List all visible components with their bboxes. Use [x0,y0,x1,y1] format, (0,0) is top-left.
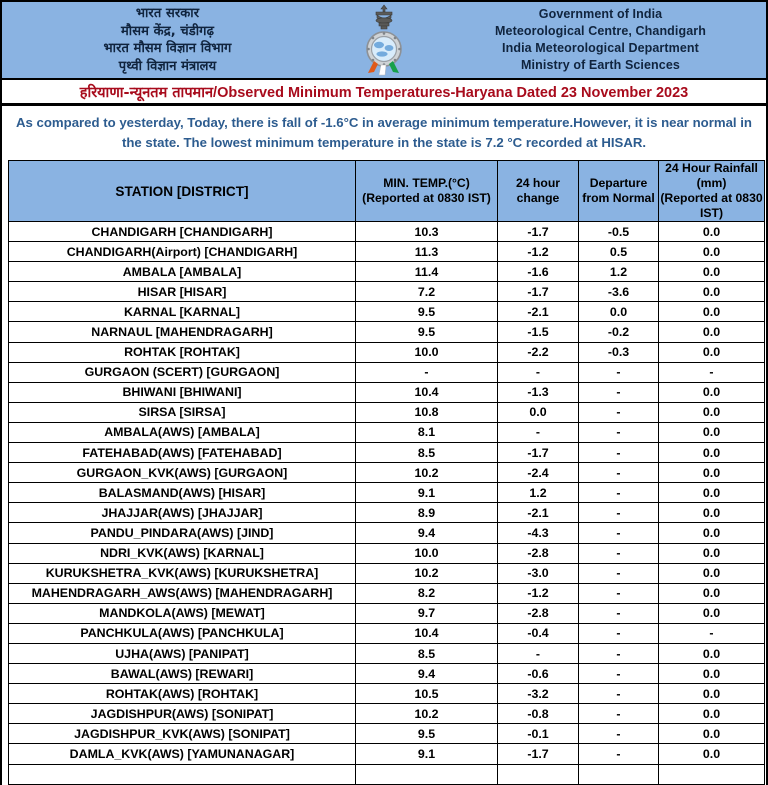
table-row [9,402,765,422]
cell-station: ROHTAK [ROHTAK] [9,342,356,362]
cell-station: UJHA(AWS) [PANIPAT] [9,643,356,663]
cell-24h-change: -1.7 [498,222,579,242]
cell-min-temp: 10.4 [356,623,498,643]
cell-24h-change: -2.8 [498,603,579,623]
column-header-rainfall-line1: 24 Hour Rainfall (mm) [665,161,758,190]
summary-text: As compared to yesterday, Today, there is fall of -1.6°C in average minimum temperature.However, it is near normal in the state. The lowest minimum temperature in the state is 7.2 °C recorded at HISAR. [16,115,752,150]
table-row [9,543,765,563]
cell-min-temp [356,764,498,784]
page-title [80,82,688,102]
column-header-min-temp [356,161,498,222]
cell-min-temp: 8.9 [356,503,498,523]
cell-station: ROHTAK(AWS) [ROHTAK] [9,684,356,704]
cell-24h-change: -4.3 [498,523,579,543]
cell-24h-change: -3.0 [498,563,579,583]
emblem-container [329,3,439,77]
cell-rainfall: 0.0 [659,242,765,262]
column-header-min-temp-line1: MIN. TEMP.(°C) [383,176,470,190]
cell-24h-change: 1.2 [498,483,579,503]
cell-rainfall: 0.0 [659,443,765,463]
column-header-min-temp-line2: (Reported at 0830 IST) [362,191,491,205]
cell-station: AMBALA(AWS) [AMBALA] [9,422,356,442]
cell-min-temp: 10.5 [356,684,498,704]
cell-rainfall [659,764,765,784]
cell-departure: - [579,724,659,744]
cell-departure: - [579,543,659,563]
cell-min-temp: 10.4 [356,382,498,402]
cell-rainfall: 0.0 [659,704,765,724]
cell-departure: -0.5 [579,222,659,242]
cell-rainfall: 0.0 [659,603,765,623]
table-row [9,262,765,282]
cell-departure: 0.0 [579,302,659,322]
cell-rainfall: 0.0 [659,483,765,503]
cell-departure: - [579,422,659,442]
cell-min-temp: 10.3 [356,222,498,242]
cell-24h-change: -2.1 [498,503,579,523]
table-header-row [9,161,765,222]
cell-min-temp: 8.2 [356,583,498,603]
cell-rainfall: 0.0 [659,262,765,282]
column-header-24h-change-line2: change [516,191,560,205]
column-header-24h-change-line1: 24 hour [515,176,561,190]
cell-min-temp: 9.1 [356,744,498,764]
cell-min-temp: 10.0 [356,543,498,563]
cell-rainfall: 0.0 [659,503,765,523]
masthead-english-line-3: India Meteorological Department [502,41,699,55]
cell-station: MANDKOLA(AWS) [MEWAT] [9,603,356,623]
table-row [9,222,765,242]
column-header-departure [579,161,659,222]
cell-departure: - [579,523,659,543]
cell-24h-change: -1.6 [498,262,579,282]
cell-rainfall: 0.0 [659,282,765,302]
page-title-english: Observed Minimum Temperatures-Haryana Dated 23 November 2023 [217,84,689,101]
cell-min-temp: - [356,362,498,382]
cell-departure: - [579,503,659,523]
column-header-24h-change [498,161,579,222]
cell-24h-change: -1.7 [498,443,579,463]
cell-24h-change: -0.4 [498,623,579,643]
cell-departure: - [579,603,659,623]
table-row [9,282,765,302]
cell-departure: - [579,463,659,483]
cell-min-temp: 9.4 [356,523,498,543]
table-row [9,382,765,402]
cell-departure: - [579,563,659,583]
cell-rainfall: 0.0 [659,543,765,563]
cell-min-temp: 10.2 [356,704,498,724]
masthead-hindi-line-1: भारत सरकार [135,6,200,21]
cell-departure: - [579,664,659,684]
cell-min-temp: 9.5 [356,302,498,322]
masthead-english-line-4: Ministry of Earth Sciences [521,58,680,72]
cell-rainfall: 0.0 [659,342,765,362]
table-row [9,684,765,704]
cell-min-temp: 9.4 [356,664,498,684]
table-row [9,322,765,342]
cell-station: PANCHKULA(AWS) [PANCHKULA] [9,623,356,643]
cell-station: DAMLA_KVK(AWS) [YAMUNANAGAR] [9,744,356,764]
cell-station: AMBALA [AMBALA] [9,262,356,282]
cell-rainfall: 0.0 [659,664,765,684]
cell-departure: -0.3 [579,342,659,362]
masthead-english-line-2: Meteorological Centre, Chandigarh [495,24,706,38]
masthead-hindi-block [6,5,329,75]
cell-rainfall: 0.0 [659,684,765,704]
page-title-hindi: हरियाणा-न्यूनतम तापमान [79,84,214,101]
table-row [9,744,765,764]
cell-station: FATEHABAD(AWS) [FATEHABAD] [9,443,356,463]
table-row [9,623,765,643]
cell-station: HISAR [HISAR] [9,282,356,302]
cell-rainfall: 0.0 [659,322,765,342]
cell-24h-change: -1.7 [498,744,579,764]
cell-min-temp: 10.2 [356,563,498,583]
table-row [9,664,765,684]
cell-24h-change: - [498,422,579,442]
cell-24h-change: 0.0 [498,402,579,422]
cell-24h-change: -1.2 [498,583,579,603]
cell-min-temp: 10.8 [356,402,498,422]
cell-24h-change: - [498,643,579,663]
table-row [9,643,765,663]
cell-station: JHAJJAR(AWS) [JHAJJAR] [9,503,356,523]
cell-station: KARNAL [KARNAL] [9,302,356,322]
cell-rainfall: 0.0 [659,724,765,744]
cell-rainfall: 0.0 [659,744,765,764]
cell-station: GURGAON (SCERT) [GURGAON] [9,362,356,382]
cell-station [9,764,356,784]
cell-rainfall: 0.0 [659,402,765,422]
cell-departure: - [579,643,659,663]
cell-24h-change: -2.4 [498,463,579,483]
cell-24h-change: -1.3 [498,382,579,402]
cell-min-temp: 9.7 [356,603,498,623]
table-row [9,302,765,322]
cell-station: NDRI_KVK(AWS) [KARNAL] [9,543,356,563]
cell-station: MAHENDRAGARH_AWS(AWS) [MAHENDRAGARH] [9,583,356,603]
cell-24h-change: -1.7 [498,282,579,302]
cell-rainfall: 0.0 [659,643,765,663]
cell-24h-change: -3.2 [498,684,579,704]
summary-section [0,106,768,160]
table-row [9,443,765,463]
cell-departure: - [579,362,659,382]
cell-24h-change: -0.6 [498,664,579,684]
column-header-rainfall-line2: (Reported at 0830 IST) [660,191,763,220]
cell-min-temp: 9.1 [356,483,498,503]
column-header-station-line1: STATION [DISTRICT] [115,183,249,199]
cell-min-temp: 7.2 [356,282,498,302]
cell-24h-change: - [498,362,579,382]
table-row [9,342,765,362]
cell-station: SIRSA [SIRSA] [9,402,356,422]
cell-min-temp: 11.4 [356,262,498,282]
cell-24h-change: -2.2 [498,342,579,362]
cell-rainfall: 0.0 [659,583,765,603]
cell-departure: - [579,623,659,643]
cell-24h-change: -0.1 [498,724,579,744]
cell-24h-change: -1.5 [498,322,579,342]
table-header [9,161,765,222]
masthead-banner [0,0,768,78]
table-body [9,222,765,785]
cell-min-temp: 8.5 [356,643,498,663]
masthead-english-line-1: Government of India [538,7,663,21]
cell-24h-change [498,764,579,784]
cell-departure: - [579,744,659,764]
masthead-english-block [439,6,762,74]
cell-min-temp: 9.5 [356,322,498,342]
column-header-departure-line1: Departure [589,176,648,190]
cell-rainfall: - [659,623,765,643]
cell-departure: - [579,483,659,503]
cell-station: BHIWANI [BHIWANI] [9,382,356,402]
cell-departure [579,764,659,784]
cell-station: BAWAL(AWS) [REWARI] [9,664,356,684]
table-row [9,242,765,262]
cell-station: BALASMAND(AWS) [HISAR] [9,483,356,503]
cell-departure: -3.6 [579,282,659,302]
cell-min-temp: 10.0 [356,342,498,362]
cell-departure: - [579,684,659,704]
cell-rainfall: 0.0 [659,422,765,442]
cell-min-temp: 8.5 [356,443,498,463]
cell-min-temp: 8.1 [356,422,498,442]
table-container [0,160,768,785]
table-row [9,463,765,483]
masthead-hindi-line-4: पृथ्वी विज्ञान मंत्रालय [118,58,217,74]
report-headline-bar [0,78,768,106]
table-row [9,483,765,503]
column-header-rainfall [659,161,765,222]
cell-rainfall: 0.0 [659,463,765,483]
cell-station: PANDU_PINDARA(AWS) [JIND] [9,523,356,543]
cell-min-temp: 9.5 [356,724,498,744]
cell-min-temp: 10.2 [356,463,498,483]
cell-departure: 0.5 [579,242,659,262]
cell-departure: - [579,382,659,402]
cell-station: GURGAON_KVK(AWS) [GURGAON] [9,463,356,483]
table-row [9,523,765,543]
table-row [9,764,765,784]
cell-rainfall: 0.0 [659,563,765,583]
cell-rainfall: - [659,362,765,382]
page-title-separator: / [213,84,218,101]
column-header-station [9,161,356,222]
india-meteorological-department-logo-icon [352,3,416,77]
cell-station: NARNAUL [MAHENDRAGARH] [9,322,356,342]
cell-station: CHANDIGARH [CHANDIGARH] [9,222,356,242]
cell-departure: -0.2 [579,322,659,342]
cell-24h-change: -2.1 [498,302,579,322]
cell-24h-change: -2.8 [498,543,579,563]
cell-departure: - [579,443,659,463]
minimum-temperature-table [8,160,765,785]
cell-rainfall: 0.0 [659,222,765,242]
masthead-hindi-line-2: मौसम केंद्र, चंडीगढ़ [121,23,214,39]
cell-station: JAGDISHPUR(AWS) [SONIPAT] [9,704,356,724]
table-row [9,503,765,523]
cell-departure: - [579,583,659,603]
table-row [9,704,765,724]
cell-rainfall: 0.0 [659,523,765,543]
table-row [9,603,765,623]
table-row [9,563,765,583]
table-row [9,362,765,382]
cell-departure: 1.2 [579,262,659,282]
cell-24h-change: -0.8 [498,704,579,724]
cell-rainfall: 0.0 [659,302,765,322]
cell-min-temp: 11.3 [356,242,498,262]
table-row [9,422,765,442]
cell-station: CHANDIGARH(Airport) [CHANDIGARH] [9,242,356,262]
cell-station: KURUKSHETRA_KVK(AWS) [KURUKSHETRA] [9,563,356,583]
column-header-departure-line2: from Normal [582,191,655,205]
cell-station: JAGDISHPUR_KVK(AWS) [SONIPAT] [9,724,356,744]
table-row [9,583,765,603]
cell-rainfall: 0.0 [659,382,765,402]
cell-departure: - [579,402,659,422]
table-row [9,724,765,744]
masthead-hindi-line-3: भारत मौसम विज्ञान विभाग [103,41,232,56]
cell-departure: - [579,704,659,724]
cell-24h-change: -1.2 [498,242,579,262]
